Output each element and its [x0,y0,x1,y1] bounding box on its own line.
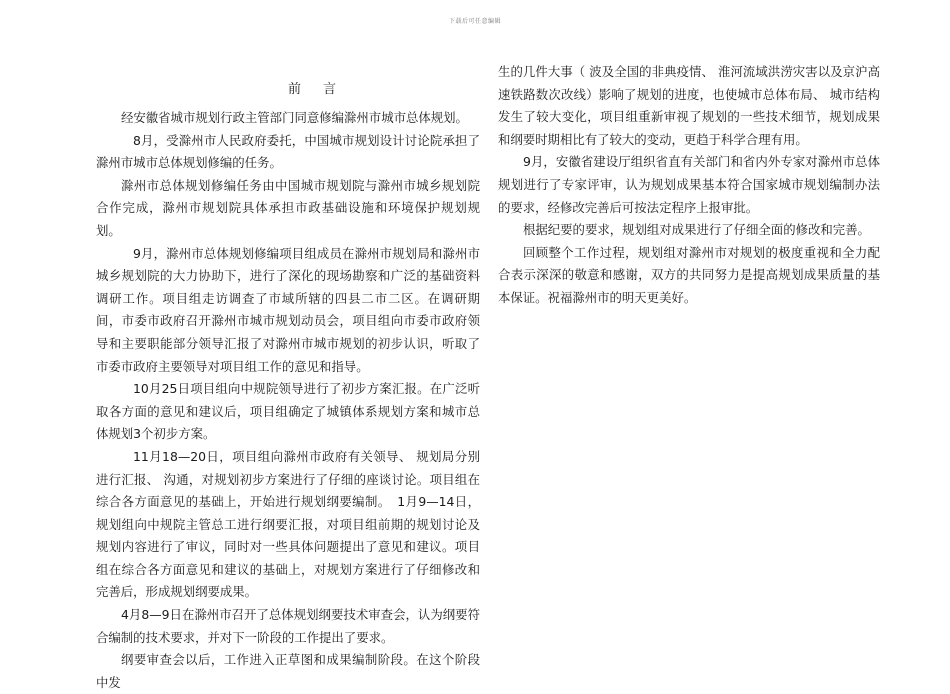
paragraph: 生的几件大事（ 波及全国的非典疫情、 淮河流域洪涝灾害以及京沪高速铁路数次改线）影响了规划的进度，也使城市总体布局、 城市结构发生了较大变化，项目组重新审视了规划的一些技术细节，规划成果和纲要时期相比有了较大的变动，更趋于科学合理有用。 [498,64,880,147]
right-column [498,61,880,310]
paragraph: 10月25日项目组向中规院领导进行了初步方案汇报。在广泛听取各方面的意见和建议后，项目组确定了城镇体系规划方案和城市总体规划3个初步方案。 [96,381,480,442]
paragraph: 经安徽省城市规划行政主管部门同意修编滁州市城市总体规划。 [121,110,468,125]
title-part-1: 前 [287,82,301,97]
paragraph: 8月，受滁州市人民政府委托，中国城市规划设计讨论院承担了滁州市城市总体规划修编的任务。 [96,132,480,171]
page-title [272,78,352,97]
title-part-2: 言 [323,82,337,97]
download-note: 下载后可任意编辑 [448,18,501,25]
paragraph: 根据纪要的要求，规划组对成果进行了仔细全面的修改和完善。 [523,222,870,238]
paragraph: 滁州市总体规划修编任务由中国城市规划院与滁州市城乡规划院合作完成，滁州市规划院具体承担市政基础设施和环境保护规划规划。 [96,177,480,238]
left-column [96,107,480,694]
paragraph: 4月8—9日在滁州市召开了总体规划纲要技术审查会，认为纲要符合编制的技术要求，并对下一阶段的工作提出了要求。 [96,607,480,645]
paragraph: 9月，安徽省建设厅组织省直有关部门和省内外专家对滁州市总体规划进行了专家评审，认为规划成果基本符合国家城市规划编制办法的要求，经修改完善后可按法定程序上报审批。 [498,154,880,215]
paragraph: 回顾整个工作过程，规划组对滁州市对规划的极度重视和全力配合表示深深的敬意和感谢，双方的共同努力是提高规划成果质量的基本保证。祝福滁州市的明天更美好。 [498,244,880,305]
paragraph: 11月18—20日，项目组向滁州市政府有关领导、 规划局分别进行汇报、 沟通，对规划初步方案进行了仔细的座谈讨论。项目组在综合各方面意见的基础上，开始进行规划纲要编制。 1月9—14日，规划组向中规院主管总工进行纲要汇报，对项目组前期的规划讨论及规划内容进行了审议，同时对一些具体问题提出了意见和建议。项目组在综合各方面意见和建议的基础上，对规划方案进行了仔细修改和完善后，形成规划纲要成果。 [96,448,480,600]
paragraph: 纲要审查会以后，工作进入正草图和成果编制阶段。在这个阶段中发 [96,652,480,690]
paragraph: 9月，滁州市总体规划修编项目组成员在滁州市规划局和滁州市城乡规划院的大力协助下，进行了深化的现场勘察和广泛的基础资料调研工作。项目组走访调查了市域所辖的四县二市二区。在调研期间，市委市政府召开滁州市城市规划动员会，项目组向市委市政府领导和主要职能部分领导汇报了对滁州市城市规划的初步认识，听取了市委市政府主要领导对项目组工作的意见和指导。 [96,245,480,374]
